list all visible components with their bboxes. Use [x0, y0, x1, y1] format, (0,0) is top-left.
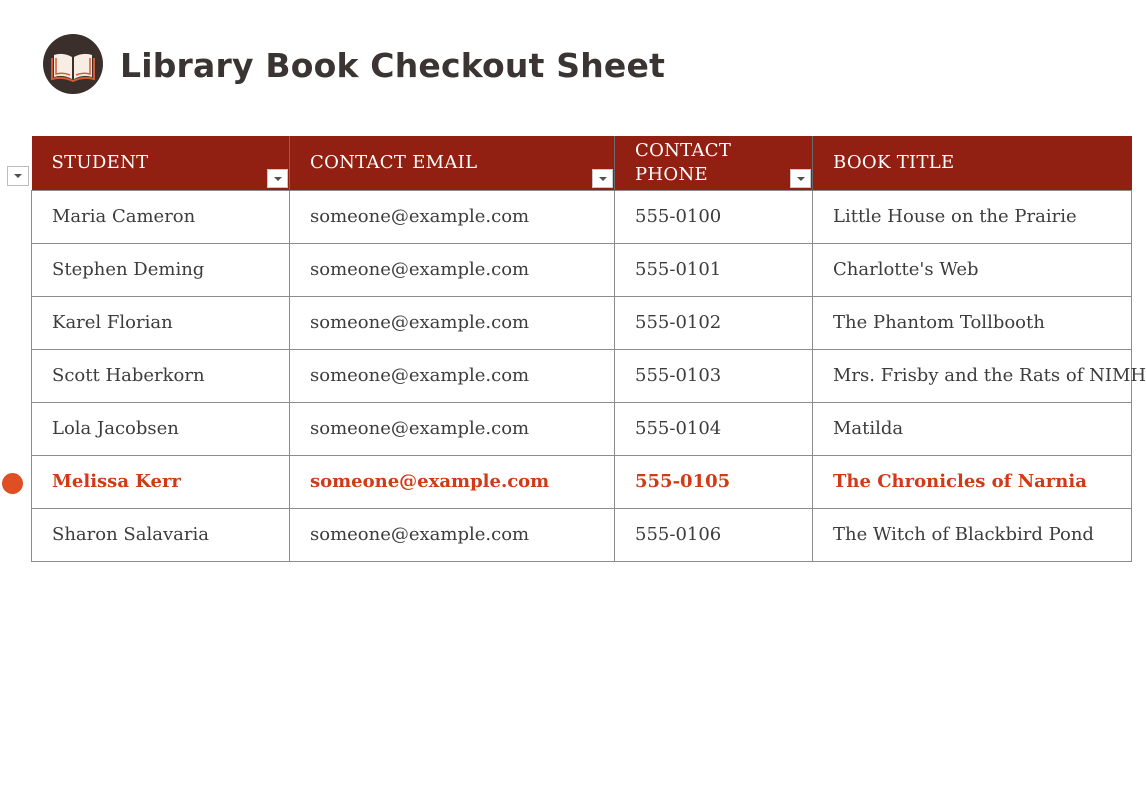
column-header-label: CONTACT PHONE [635, 139, 732, 185]
column-header-email[interactable] [290, 136, 615, 190]
cell-phone[interactable]: 555-0106 [615, 508, 813, 561]
cell-email[interactable]: someone@example.com [290, 296, 615, 349]
cell-student[interactable]: Lola Jacobsen [32, 402, 290, 455]
cell-email[interactable]: someone@example.com [290, 349, 615, 402]
cell-student[interactable]: Sharon Salavaria [32, 508, 290, 561]
cell-phone[interactable]: 555-0103 [615, 349, 813, 402]
cell-student[interactable]: Melissa Kerr [32, 455, 290, 508]
page-title: Library Book Checkout Sheet [120, 46, 666, 85]
column-header-phone[interactable] [615, 136, 813, 190]
cell-book-title[interactable]: Little House on the Prairie [813, 190, 1132, 243]
cell-email[interactable]: someone@example.com [290, 402, 615, 455]
cell-phone[interactable]: 555-0102 [615, 296, 813, 349]
table-row [32, 243, 1132, 296]
library-logo [43, 34, 103, 94]
cell-book-title[interactable]: The Witch of Blackbird Pond [813, 508, 1132, 561]
table-row [32, 190, 1132, 243]
table-row [32, 296, 1132, 349]
table-header-row [32, 136, 1132, 190]
cell-student[interactable]: Stephen Deming [32, 243, 290, 296]
column-header-label: STUDENT [51, 151, 149, 173]
table-row [32, 349, 1132, 402]
checkout-table [31, 136, 1146, 562]
column-header-label: CONTACT EMAIL [310, 151, 478, 173]
cell-student[interactable]: Maria Cameron [32, 190, 290, 243]
table-filter-dropdown-icon[interactable] [7, 166, 29, 186]
cell-student[interactable]: Scott Haberkorn [32, 349, 290, 402]
filter-dropdown-icon[interactable] [267, 169, 288, 188]
table-row-highlighted [32, 455, 1132, 508]
cell-email[interactable]: someone@example.com [290, 190, 615, 243]
table-row [32, 402, 1132, 455]
cell-phone[interactable]: 555-0101 [615, 243, 813, 296]
column-header-label: BOOK TITLE [833, 151, 955, 173]
cell-book-title[interactable]: The Chronicles of Narnia [813, 455, 1132, 508]
cell-email[interactable]: someone@example.com [290, 508, 615, 561]
column-header-book-title[interactable] [813, 136, 1132, 190]
active-row-marker-icon [2, 473, 23, 494]
open-book-icon [43, 34, 103, 94]
cell-phone[interactable]: 555-0105 [615, 455, 813, 508]
cell-book-title[interactable]: The Phantom Tollbooth [813, 296, 1132, 349]
filter-dropdown-icon[interactable] [790, 169, 811, 188]
cell-email[interactable]: someone@example.com [290, 243, 615, 296]
filter-dropdown-icon[interactable] [592, 169, 613, 188]
checkout-table-container [31, 136, 1146, 562]
column-header-student[interactable] [32, 136, 290, 190]
cell-email[interactable]: someone@example.com [290, 455, 615, 508]
cell-book-title[interactable]: Matilda [813, 402, 1132, 455]
cell-book-title[interactable]: Mrs. Frisby and the Rats of NIMH [813, 349, 1132, 402]
table-row [32, 508, 1132, 561]
cell-book-title[interactable]: Charlotte's Web [813, 243, 1132, 296]
cell-phone[interactable]: 555-0104 [615, 402, 813, 455]
cell-phone[interactable]: 555-0100 [615, 190, 813, 243]
cell-student[interactable]: Karel Florian [32, 296, 290, 349]
